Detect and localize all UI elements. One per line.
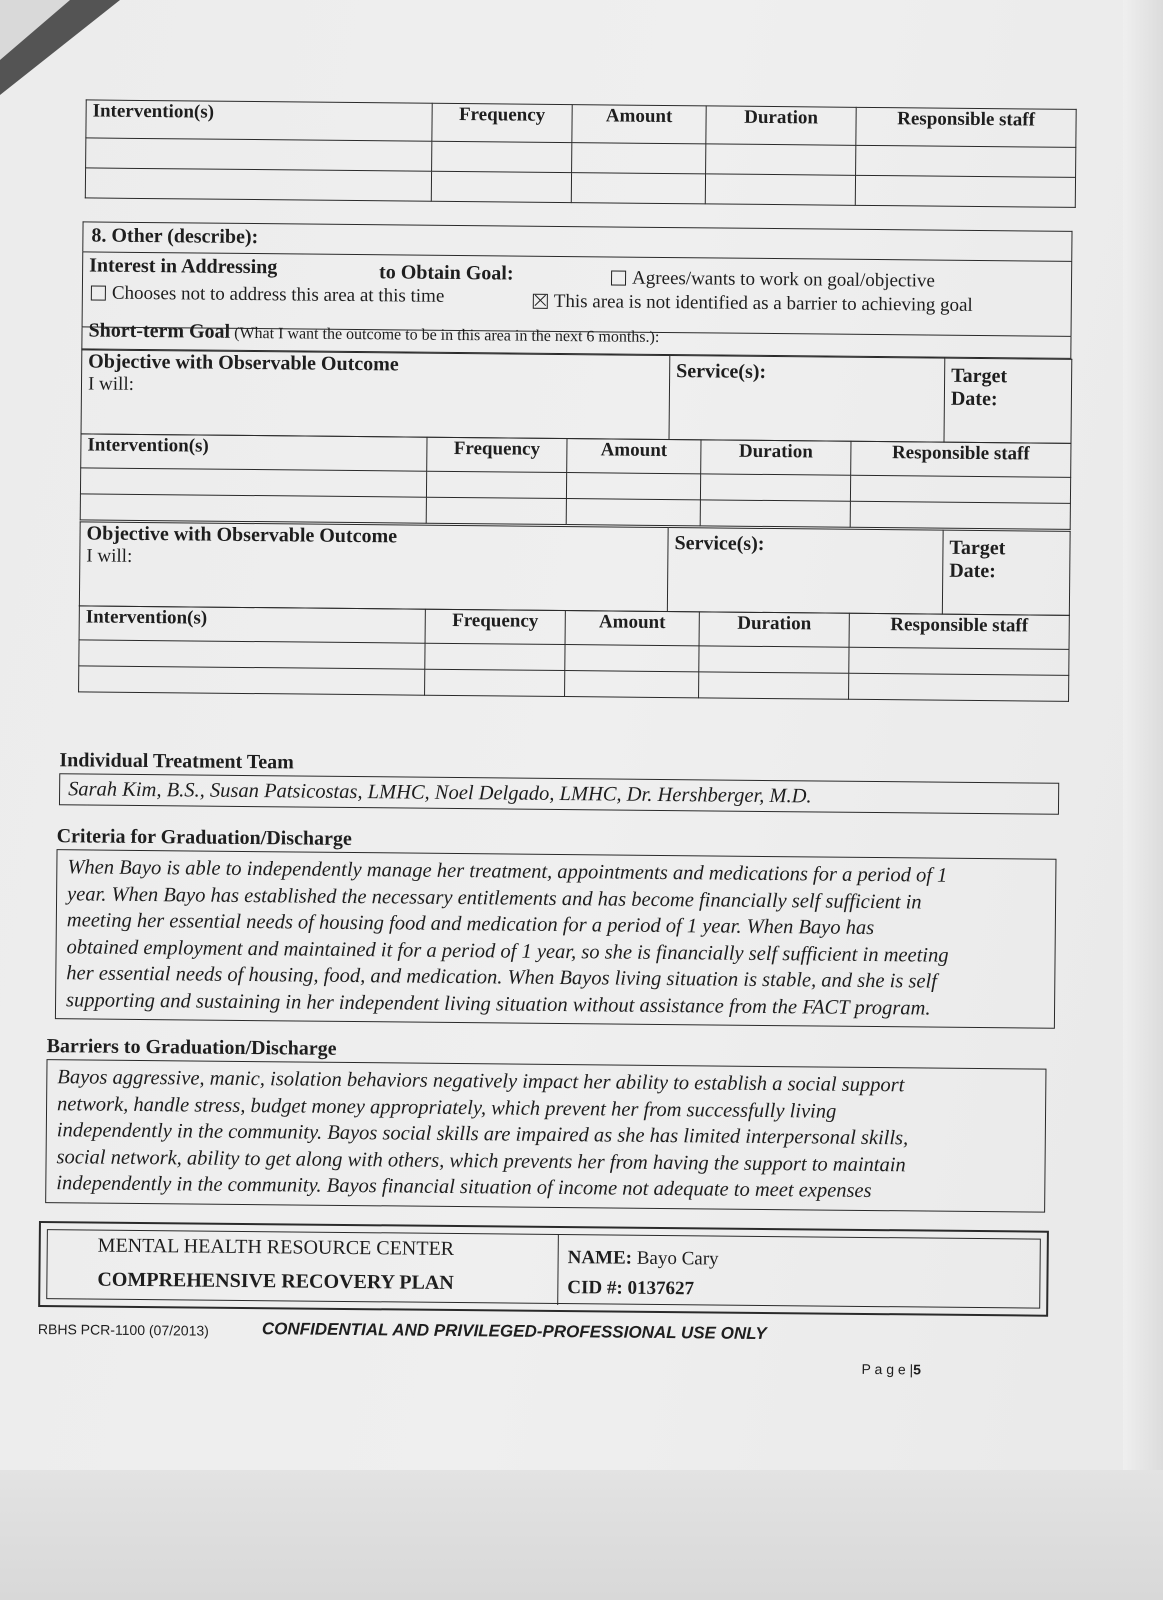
- treatment-team-value: Sarah Kim, B.S., Susan Patsicostas, LMHC, Noel Delgado, LMHC, Dr. Hershberger, M.D.: [68, 778, 812, 808]
- page-number-value: 5: [913, 1361, 922, 1378]
- table-cell[interactable]: [79, 640, 425, 669]
- table-cell[interactable]: [849, 673, 1069, 701]
- header-amount: Amount: [567, 439, 701, 474]
- form-code: RBHS PCR-1100 (07/2013): [37, 1321, 209, 1339]
- table-cell[interactable]: [700, 500, 850, 527]
- not-identified-checkbox-checked[interactable]: [533, 294, 548, 309]
- barriers-line: independently in the community. Bayos financial situation of income not adequate to meet expenses: [56, 1172, 872, 1203]
- objective-2-label: Objective with Observable Outcome: [86, 522, 398, 548]
- objective-1-table: [81, 349, 1073, 444]
- objective-2-i-will: I will:: [86, 545, 133, 567]
- criteria-line: supporting and sustaining in her independent living situation without assistance from the FACT program.: [65, 988, 931, 1020]
- table-cell[interactable]: [86, 138, 432, 171]
- table-cell[interactable]: [699, 672, 849, 699]
- table-cell[interactable]: [426, 497, 566, 524]
- graduation-criteria-box[interactable]: [55, 849, 1057, 1029]
- intervention-table-1: [80, 433, 1072, 530]
- table-cell[interactable]: [85, 168, 431, 201]
- table-cell[interactable]: [855, 175, 1075, 207]
- graduation-criteria-text: [66, 854, 949, 1021]
- barriers-line: social network, ability to get along with others, which prevents her from having the support to maintain: [56, 1145, 906, 1176]
- criteria-line: year. When Bayo has established the necessary entitlements and has become financially self sufficient in: [67, 882, 922, 913]
- table-cell[interactable]: [565, 671, 699, 698]
- objective-1-services-cell[interactable]: [669, 356, 945, 443]
- chooses-not-option[interactable]: [91, 282, 445, 307]
- graduation-barriers-text: [56, 1064, 909, 1205]
- obtain-goal-label: to Obtain Goal:: [378, 261, 514, 285]
- table-cell[interactable]: [565, 645, 699, 672]
- graduation-criteria-title: Criteria for Graduation/Discharge: [56, 825, 352, 851]
- header-duration: Duration: [706, 106, 856, 145]
- short-term-goal-note: (What I want the outcome to be in this area in the next 6 months.):: [234, 324, 660, 346]
- table-cell[interactable]: [850, 501, 1070, 529]
- criteria-line: meeting her essential needs of housing food and medication for a period of 1 year. When Bayo has: [66, 909, 875, 940]
- section-8-title: 8. Other (describe):: [91, 224, 259, 249]
- table-cell[interactable]: [706, 144, 856, 175]
- header-interventions: Intervention(s): [81, 434, 427, 471]
- cid-label: CID #:: [567, 1277, 623, 1299]
- table-cell[interactable]: [79, 666, 425, 695]
- table-cell[interactable]: [700, 474, 850, 501]
- treatment-team-title: Individual Treatment Team: [59, 749, 294, 774]
- header-frequency: Frequency: [427, 437, 567, 472]
- services-label: Service(s):: [676, 360, 767, 383]
- target-label: Target: [951, 364, 1008, 388]
- footer-box: [38, 1221, 1049, 1317]
- not-identified-label: This area is not identified as a barrier to achieving goal: [553, 290, 973, 316]
- table-cell[interactable]: [699, 646, 849, 673]
- table-cell[interactable]: [426, 471, 566, 498]
- table-cell[interactable]: [80, 494, 426, 523]
- name-field: [568, 1247, 719, 1270]
- date-label: Date:: [949, 559, 997, 583]
- table-cell[interactable]: [432, 141, 572, 172]
- short-term-goal-label: Short-term Goal: [88, 319, 231, 343]
- chooses-not-label: Chooses not to address this area at this time: [111, 282, 445, 307]
- objective-1-i-will: I will:: [87, 373, 135, 395]
- header-responsible-staff: Responsible staff: [851, 441, 1071, 477]
- graduation-barriers-title: Barriers to Graduation/Discharge: [46, 1035, 337, 1060]
- name-value: Bayo Cary: [636, 1247, 719, 1270]
- table-cell[interactable]: [566, 473, 700, 500]
- confidential-notice: CONFIDENTIAL AND PRIVILEGED-PROFESSIONAL USE ONLY: [261, 1319, 767, 1344]
- header-amount: Amount: [572, 105, 706, 144]
- intervention-table-2: [78, 605, 1070, 702]
- name-label: NAME:: [567, 1247, 633, 1269]
- table-cell[interactable]: [705, 174, 855, 205]
- table-cell[interactable]: [80, 468, 426, 497]
- criteria-line: her essential needs of housing, food, and medication. When Bayos living situation is stable, and she is self: [66, 962, 938, 993]
- agrees-checkbox[interactable]: [611, 270, 626, 285]
- table-cell[interactable]: [431, 171, 571, 202]
- cid-field: [567, 1277, 694, 1300]
- header-frequency: Frequency: [432, 103, 572, 142]
- agrees-label: Agrees/wants to work on goal/objective: [631, 267, 936, 292]
- barriers-line: network, handle stress, budget money appropriately, which prevent her from successfully living: [56, 1092, 837, 1123]
- table-cell[interactable]: [566, 499, 700, 526]
- page-number: [862, 1361, 922, 1378]
- target-label: Target: [949, 536, 1006, 560]
- header-interventions: Intervention(s): [79, 606, 425, 643]
- header-frequency: Frequency: [425, 609, 565, 644]
- date-label: Date:: [950, 387, 998, 411]
- objective-2-cell[interactable]: [79, 522, 668, 612]
- graduation-barriers-box[interactable]: [45, 1059, 1046, 1213]
- objective-1-target-cell[interactable]: [944, 358, 1072, 443]
- header-duration: Duration: [699, 612, 849, 647]
- barriers-line: Bayos aggressive, manic, isolation behaviors negatively impact her ability to establish a social support: [57, 1066, 905, 1097]
- chooses-not-checkbox[interactable]: [91, 285, 106, 300]
- header-responsible-staff: Responsible staff: [856, 107, 1076, 147]
- header-interventions: Intervention(s): [86, 100, 432, 141]
- table-cell[interactable]: [849, 647, 1069, 675]
- interest-label: Interest in Addressing: [89, 254, 278, 279]
- org-name: MENTAL HEALTH RESOURCE CENTER: [97, 1234, 455, 1261]
- footer-divider: [557, 1234, 559, 1305]
- plan-name: COMPREHENSIVE RECOVERY PLAN: [97, 1268, 454, 1295]
- header-duration: Duration: [701, 440, 851, 475]
- objective-2-services-cell[interactable]: [667, 528, 943, 615]
- footer-inner-box: [46, 1229, 1041, 1309]
- agrees-option[interactable]: [611, 267, 935, 292]
- table-cell[interactable]: [572, 143, 706, 174]
- header-amount: Amount: [565, 611, 699, 646]
- not-identified-option[interactable]: [533, 291, 973, 317]
- table-cell[interactable]: [571, 173, 705, 204]
- intervention-table-top: [85, 99, 1077, 208]
- services-label: Service(s):: [674, 532, 765, 555]
- objective-1-cell[interactable]: [81, 350, 670, 440]
- objective-1-label: Objective with Observable Outcome: [88, 350, 399, 376]
- page-label: P a g e |: [861, 1360, 914, 1378]
- barriers-line: independently in the community. Bayos social skills are impaired as she has limited interpersonal skills,: [56, 1119, 909, 1150]
- cid-value: 0137627: [627, 1277, 695, 1300]
- table-cell[interactable]: [850, 475, 1070, 503]
- criteria-line: obtained employment and maintained it for a period of 1 year, so she is financially self sufficient in meeting: [66, 935, 949, 967]
- treatment-team-box[interactable]: [59, 773, 1059, 815]
- objective-2-table: [79, 521, 1071, 616]
- table-cell[interactable]: [425, 643, 565, 670]
- table-cell[interactable]: [856, 145, 1076, 177]
- table-cell[interactable]: [425, 669, 565, 696]
- objective-2-target-cell[interactable]: [942, 530, 1070, 615]
- criteria-line: When Bayo is able to independently manage her treatment, appointments and medications for a period of 1: [67, 856, 948, 887]
- header-responsible-staff: Responsible staff: [849, 613, 1069, 649]
